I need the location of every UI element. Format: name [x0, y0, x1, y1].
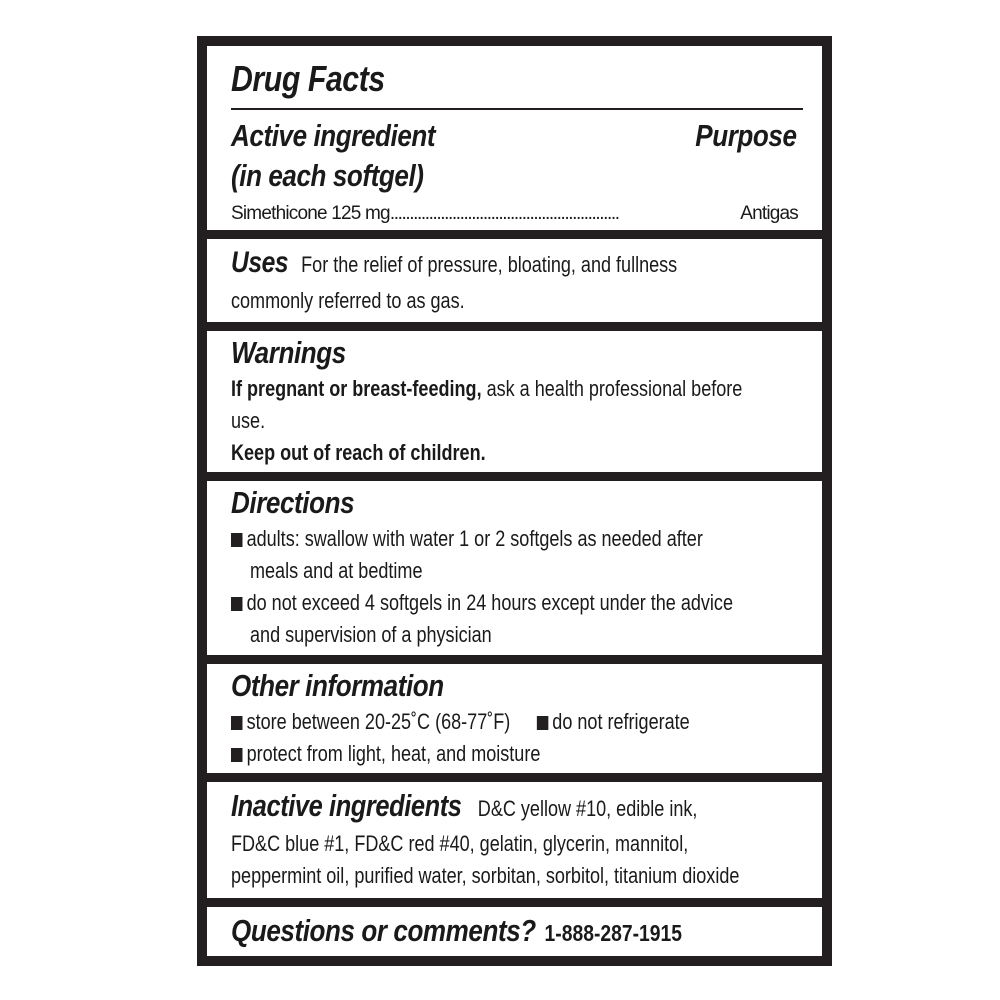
bullet-icon: [231, 597, 242, 611]
active-ingredient-name: Simethicone 125 mg: [231, 203, 390, 224]
inactive-ingredients-heading: Inactive ingredients: [231, 788, 462, 823]
other-information-panel: [207, 664, 822, 773]
warnings-heading: Warnings: [231, 335, 346, 370]
active-ingredient-heading: Active ingredient: [231, 118, 436, 153]
inactive-ingredients-panel: [207, 782, 822, 898]
inactive-ingredients-line1: D&C yellow #10, edible ink,: [477, 796, 698, 821]
uses-heading: Uses: [231, 246, 289, 279]
inactive-ingredients-line2: FD&C blue #1, FD&C red #40, gelatin, glycerin, mannitol,: [231, 831, 689, 856]
questions-panel: [207, 907, 822, 956]
directions-item-2-line1: do not exceed 4 softgels in 24 hours except under the advice: [246, 590, 733, 615]
other-info-storage: store between 20-25˚C (68-77˚F): [246, 709, 511, 734]
other-info-protect: protect from light, heat, and moisture: [246, 741, 541, 766]
drug-facts-title: Drug Facts: [231, 58, 385, 99]
warnings-panel: [207, 331, 822, 472]
directions-heading: Directions: [231, 485, 355, 520]
bullet-icon: [537, 716, 548, 730]
other-information-heading: Other information: [231, 668, 444, 703]
leader-dots: ...........................................................: [389, 203, 619, 224]
directions-item-1-line1: adults: swallow with water 1 or 2 softgels as needed after: [246, 526, 703, 551]
active-ingredient-purpose: Antigas: [740, 203, 798, 224]
active-ingredient-subheading: (in each softgel): [231, 158, 424, 193]
directions-item: [231, 587, 733, 618]
bullet-icon: [231, 716, 242, 730]
active-ingredient-panel: [207, 46, 822, 230]
warnings-line2: use.: [231, 408, 266, 433]
questions-heading: Questions or comments?: [231, 913, 536, 948]
drug-facts-label: [197, 36, 832, 966]
directions-panel: [207, 481, 822, 655]
directions-item: [231, 523, 703, 554]
inactive-ingredients-line3: peppermint oil, purified water, sorbitan, sorbitol, titanium dioxide: [231, 863, 740, 888]
questions-phone[interactable]: 1-888-287-1915: [544, 920, 683, 946]
bullet-icon: [231, 748, 242, 762]
purpose-heading: Purpose: [695, 118, 797, 153]
title-divider: [231, 108, 803, 110]
uses-line2: commonly referred to as gas.: [231, 288, 465, 313]
warnings-keep-out-of-reach: Keep out of reach of children.: [231, 440, 486, 465]
warnings-pregnancy-bold: If pregnant or breast-feeding,: [231, 376, 482, 401]
directions-item-2-line2: and supervision of a physician: [250, 622, 492, 647]
warnings-pregnancy-text: ask a health professional before: [481, 376, 743, 401]
bullet-icon: [231, 533, 242, 547]
uses-panel: [207, 239, 822, 322]
uses-line1: For the relief of pressure, bloating, and fullness: [301, 252, 678, 277]
directions-item-1-line2: meals and at bedtime: [250, 558, 423, 583]
other-info-refrigerate: do not refrigerate: [552, 709, 690, 734]
